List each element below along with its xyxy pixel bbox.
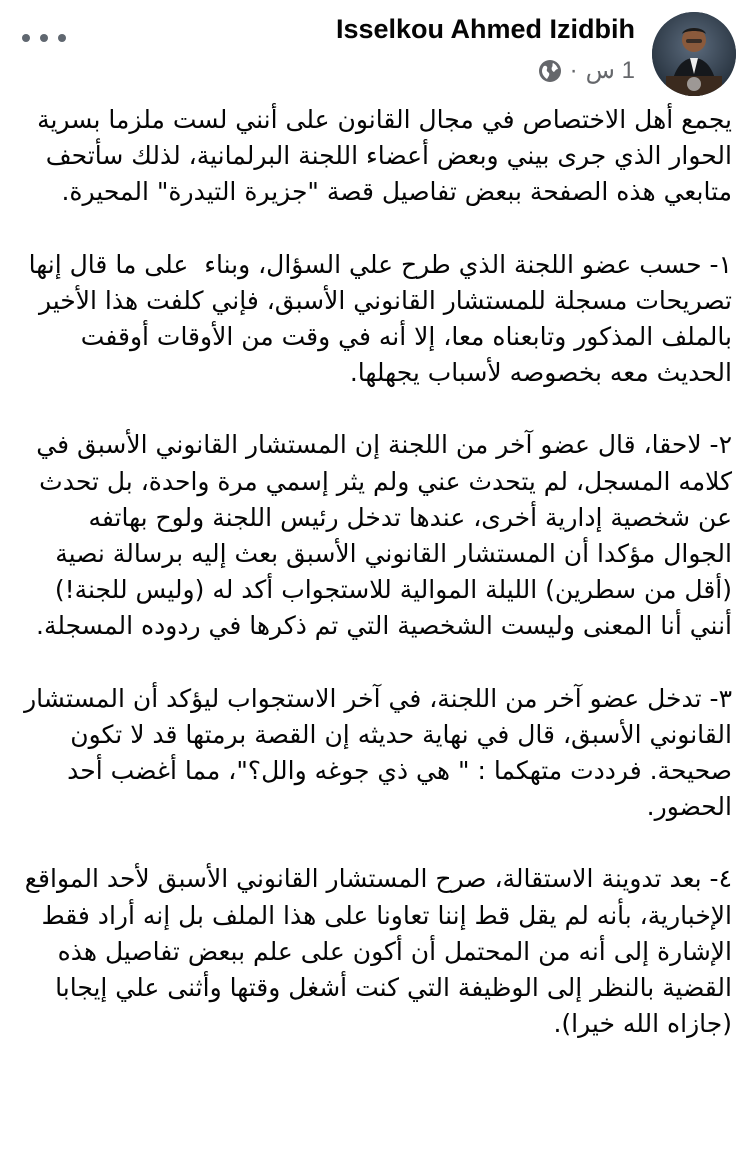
- author-name[interactable]: Isselkou Ahmed Izidbih: [335, 14, 635, 44]
- globe-icon[interactable]: [538, 59, 562, 83]
- more-horizontal-icon: [22, 34, 30, 42]
- meta-separator: ·: [569, 56, 578, 84]
- more-dot: [58, 34, 66, 42]
- more-options-button[interactable]: [22, 26, 66, 50]
- more-dot: [40, 34, 48, 42]
- post-header: [0, 0, 750, 100]
- author-avatar[interactable]: [652, 12, 736, 96]
- post-paragraph: ٤- بعد تدوينة الاستقالة، صرح المستشار القانوني الأسبق لأحد المواقع الإخبارية، بأنه لم يقل قط إننا تعاونا على هذا الملف بل إنه أراد فقط الإشارة إلى أنه من المحتمل أن أكون على علم ببعض تفاصيل هذه القضية بالنظر إلى الوظيفة التي كنت أشغل وقتها وأثنى علي إيجابا (جازاه الله خيرا).: [16, 864, 732, 1039]
- post-body: [18, 102, 732, 1078]
- post-meta: [538, 56, 635, 85]
- post-paragraph: ٣- تدخل عضو آخر من اللجنة، في آخر الاستجواب ليؤكد أن المستشار القانوني الأسبق، قال في نهاية حديثه إن القصة برمتها قد لا تكون صحيحة. فرددت متهكما : " هي ذي جوغه والل؟"، مما أغضب أحد الحضور.: [16, 683, 732, 822]
- post-time[interactable]: 1 س: [585, 57, 635, 84]
- post-paragraph: ١- حسب عضو اللجنة الذي طرح علي السؤال، وبناء على ما قال إنها تصريحات مسجلة للمستشار القانوني الأسبق، فإني كلفت هذا الأخير بالملف المذكور وتابعناه معا، إلا أنه في وقت من الأوقات أوقفت الحديث معه بخصوصه لأسباب يجهلها.: [20, 249, 732, 388]
- post-paragraph: ٢- لاحقا، قال عضو آخر من اللجنة إن المستشار القانوني الأسبق في كلامه المسجل، لم يتحدث عني ولم يثر إسمي مرة واحدة، بل تحدث عن شخصية إدارية أخرى، عندها تدخل رئيس اللجنة ولوح بهاتفه الجوال مؤكدا أن المستشار القانوني الأسبق بعث إليه برسالة نصية (أقل من سطرين) الليلة الموالية للاستجواب أكد له (وليس للجنة!) أنني أنا المعنى وليست الشخصية التي تم ذكرها في ردوده المسجلة.: [28, 430, 732, 641]
- post-paragraph: يجمع أهل الاختصاص في مجال القانون على أنني لست ملزما بسرية الحوار الذي جرى بيني وبعض أعضاء اللجنة البرلمانية، لذلك سأتحف متابعي هذه الصفحة ببعض تفاصيل قصة "جزيرة التيدرة" المحيرة.: [29, 105, 732, 207]
